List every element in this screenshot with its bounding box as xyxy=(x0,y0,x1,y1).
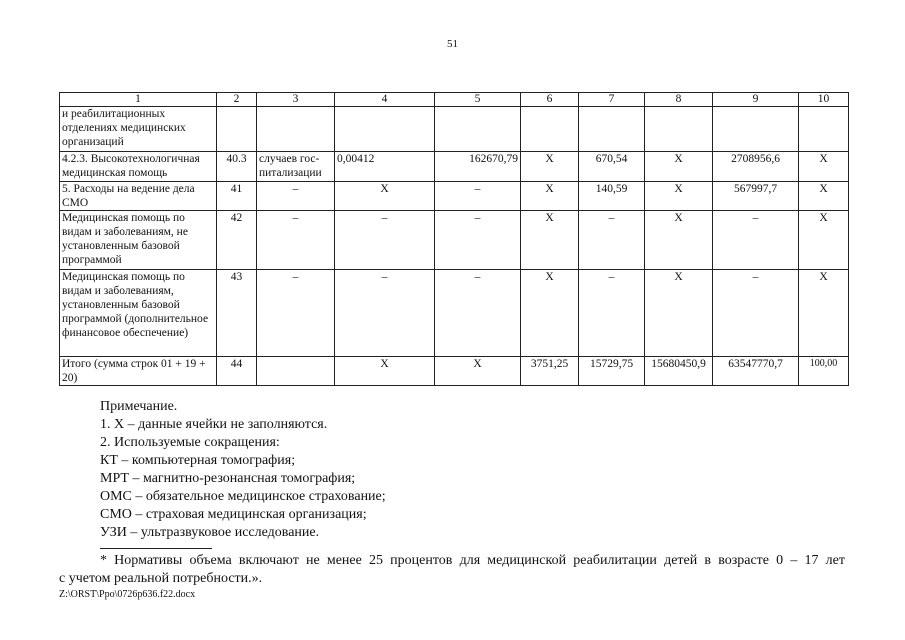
table-cell: 2708956,6 xyxy=(713,152,799,182)
table-cell xyxy=(217,107,257,152)
table-cell: – xyxy=(335,270,435,357)
abbreviation-item: КТ – компьютерная томография; xyxy=(100,453,296,468)
table-cell: 140,59 xyxy=(579,182,645,211)
table-cell: – xyxy=(335,211,435,270)
table-row xyxy=(60,357,849,386)
abbreviation-item: СМО – страховая медицинская организация; xyxy=(100,507,367,522)
table-cell: – xyxy=(579,270,645,357)
table-cell: 5. Расходы на ведение дела СМО xyxy=(60,182,217,211)
notes-heading: Примечание. xyxy=(100,399,178,414)
table-cell: Х xyxy=(645,211,713,270)
table-cell xyxy=(579,107,645,152)
abbreviation-item: ОМС – обязательное медицинское страхование; xyxy=(100,489,386,504)
header-cell: 8 xyxy=(645,93,713,107)
table-cell: 3751,25 xyxy=(521,357,579,386)
table-cell: – xyxy=(435,211,521,270)
table-cell: 44 xyxy=(217,357,257,386)
table-cell: и реабилитационных отделениях медицинских организаций xyxy=(60,107,217,152)
table-row xyxy=(60,270,849,357)
table-cell: 0,00412 xyxy=(335,152,435,182)
table-cell xyxy=(713,107,799,152)
table-cell: 15729,75 xyxy=(579,357,645,386)
table-cell: 162670,79 xyxy=(435,152,521,182)
notes-section xyxy=(100,398,386,542)
file-path: Z:\ORST\Ppo\0726p636.f22.docx xyxy=(59,589,196,600)
table-cell xyxy=(521,107,579,152)
table-cell: Х xyxy=(521,270,579,357)
table-cell xyxy=(257,357,335,386)
table-cell: – xyxy=(435,182,521,211)
page-number: 51 xyxy=(447,38,458,50)
note-item: 2. Используемые сокращения: xyxy=(100,435,280,450)
table-cell: 567997,7 xyxy=(713,182,799,211)
table-cell: Х xyxy=(435,357,521,386)
header-cell: 4 xyxy=(335,93,435,107)
table-cell: Х xyxy=(645,182,713,211)
table-cell: 15680450,9 xyxy=(645,357,713,386)
table-cell: Х xyxy=(335,182,435,211)
header-cell: 3 xyxy=(257,93,335,107)
table-cell: случаев гос-питализации xyxy=(257,152,335,182)
table-header-row xyxy=(60,93,849,107)
note-item: 1. Х – данные ячейки не заполняются. xyxy=(100,417,328,432)
footnote-line: с учетом реальной потребности.». xyxy=(59,571,263,586)
table-cell: Итого (сумма строк 01 + 19 + 20) xyxy=(60,357,217,386)
table-cell: – xyxy=(435,270,521,357)
header-cell: 6 xyxy=(521,93,579,107)
table-cell: Х xyxy=(799,211,849,270)
table-cell: Х xyxy=(521,152,579,182)
footnote-divider xyxy=(100,548,212,549)
header-cell: 1 xyxy=(60,93,217,107)
table-cell xyxy=(435,107,521,152)
table-cell: Х xyxy=(521,211,579,270)
table-cell: – xyxy=(257,211,335,270)
table-cell: 43 xyxy=(217,270,257,357)
table-cell: Х xyxy=(799,270,849,357)
table-cell: Х xyxy=(645,152,713,182)
table-cell: 42 xyxy=(217,211,257,270)
table-cell xyxy=(645,107,713,152)
header-cell: 2 xyxy=(217,93,257,107)
table-cell: Х xyxy=(799,152,849,182)
table-cell: – xyxy=(257,182,335,211)
table-row xyxy=(60,182,849,211)
header-cell: 7 xyxy=(579,93,645,107)
abbreviation-item: УЗИ – ультразвуковое исследование. xyxy=(100,525,320,540)
header-cell: 10 xyxy=(799,93,849,107)
table-cell: 40.3 xyxy=(217,152,257,182)
table-cell: Х xyxy=(645,270,713,357)
table-cell: Медицинская помощь по видам и заболеваниям, не установленным базовой программой xyxy=(60,211,217,270)
table-cell: 100,00 xyxy=(799,357,849,386)
header-cell: 5 xyxy=(435,93,521,107)
table-cell xyxy=(335,107,435,152)
table-cell: – xyxy=(257,270,335,357)
table-cell: – xyxy=(713,211,799,270)
table-cell: 41 xyxy=(217,182,257,211)
abbreviation-item: МРТ – магнитно-резонансная томография; xyxy=(100,471,356,486)
table-cell: – xyxy=(579,211,645,270)
header-cell: 9 xyxy=(713,93,799,107)
table-cell: Х xyxy=(335,357,435,386)
table-cell: Медицинская помощь по видам и заболеваниям, установленным базовой программой (дополнительное финансовое обеспечение) xyxy=(60,270,217,357)
footnote-line: * Нормативы объема включают не менее 25 процентов для медицинской реабилитации детей в возрасте 0 – 17 лет xyxy=(100,553,845,568)
table-cell: 63547770,7 xyxy=(713,357,799,386)
table-cell: 670,54 xyxy=(579,152,645,182)
table-row xyxy=(60,107,849,152)
table-cell: 4.2.3. Высокотехнологичная медицинская помощь xyxy=(60,152,217,182)
table-cell: Х xyxy=(521,182,579,211)
table-cell: Х xyxy=(799,182,849,211)
table-cell xyxy=(257,107,335,152)
data-table xyxy=(59,92,849,386)
table-cell: – xyxy=(713,270,799,357)
table-row xyxy=(60,152,849,182)
table-row xyxy=(60,211,849,270)
footnote xyxy=(59,552,845,588)
table-cell xyxy=(799,107,849,152)
